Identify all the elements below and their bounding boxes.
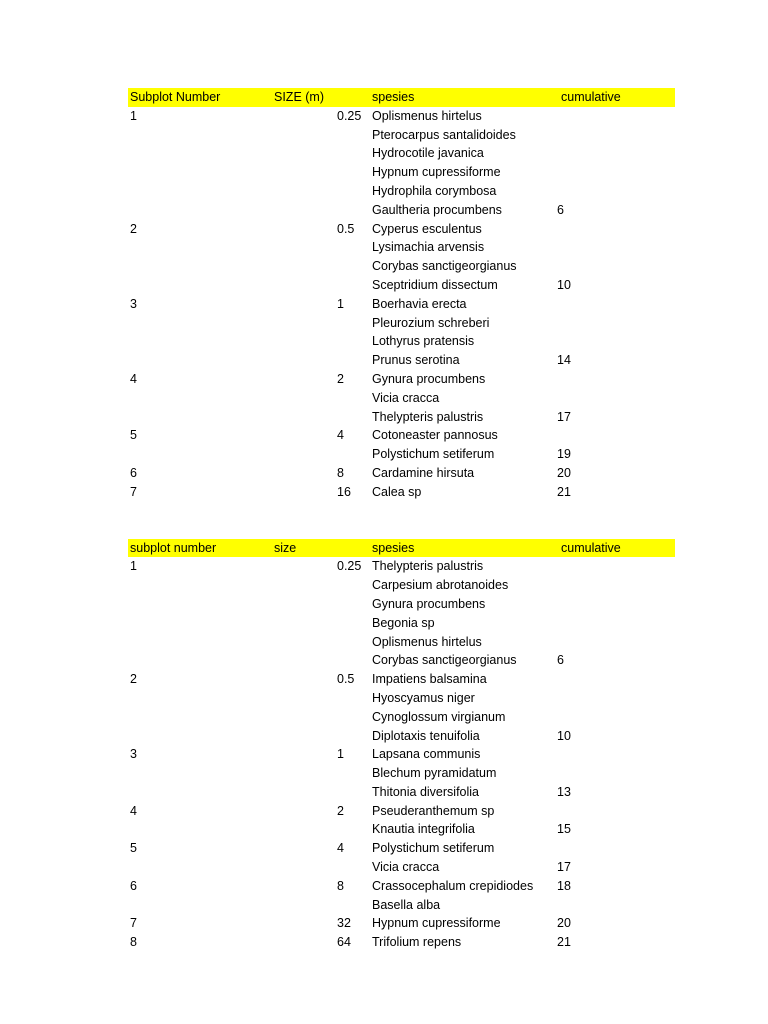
species-cell[interactable]: Hyoscyamus niger (372, 690, 475, 705)
empty-cell[interactable] (258, 370, 335, 389)
cumulative-cell[interactable] (555, 426, 675, 445)
cumulative-cell[interactable]: 21 (557, 935, 571, 950)
size-cell[interactable]: 16 (337, 484, 351, 499)
empty-cell[interactable] (258, 858, 335, 877)
subplot-number-cell[interactable]: 6 (130, 878, 137, 893)
cumulative-cell[interactable]: 21 (557, 484, 571, 499)
subplot-number-cell[interactable]: 7 (130, 484, 137, 499)
size-cell[interactable] (335, 595, 370, 614)
empty-cell[interactable] (258, 933, 335, 952)
subplot-number-cell[interactable]: 2 (130, 221, 137, 236)
species-cell[interactable]: Oplismenus hirtelus (372, 634, 482, 649)
empty-cell[interactable] (258, 182, 335, 201)
size-cell[interactable]: 2 (337, 371, 344, 386)
empty-cell[interactable] (258, 557, 335, 576)
species-cell[interactable]: Corybas sanctigeorgianus (372, 259, 517, 274)
cumulative-cell[interactable] (555, 182, 675, 201)
species-table-1 (128, 88, 675, 502)
size-cell[interactable] (335, 764, 370, 783)
subplot-number-cell[interactable]: 8 (130, 935, 137, 950)
size-cell[interactable] (335, 201, 370, 220)
table-row (128, 783, 675, 802)
table-row (128, 896, 675, 915)
species-cell[interactable]: Crassocephalum crepidiodes (372, 878, 534, 893)
cumulative-cell[interactable] (555, 708, 675, 727)
empty-cell[interactable] (258, 445, 335, 464)
cumulative-cell[interactable]: 20 (557, 465, 571, 480)
cumulative-cell[interactable] (555, 670, 675, 689)
size-cell[interactable]: 0.5 (337, 672, 355, 687)
subplot-number-cell[interactable] (128, 576, 258, 595)
species-cell[interactable]: Thelypteris palustris (372, 559, 484, 574)
size-cell[interactable] (335, 144, 370, 163)
table-row (128, 633, 675, 652)
table-row (128, 557, 675, 576)
table-row (128, 745, 675, 764)
empty-cell[interactable] (258, 107, 335, 126)
empty-cell[interactable] (258, 408, 335, 427)
table-row (128, 351, 675, 370)
cumulative-cell[interactable]: 6 (557, 202, 564, 217)
subplot-number-cell[interactable] (128, 633, 258, 652)
species-cell[interactable]: Carpesium abrotanoides (372, 578, 509, 593)
species-cell[interactable]: Pleurozium schreberi (372, 315, 490, 330)
cumulative-cell[interactable] (555, 802, 675, 821)
subplot-number-cell[interactable] (128, 182, 258, 201)
subplot-number-cell[interactable] (128, 651, 258, 670)
species-cell[interactable]: Cynoglossum virgianum (372, 709, 506, 724)
table-row (128, 764, 675, 783)
table-row (128, 483, 675, 502)
size-cell[interactable] (335, 408, 370, 427)
header-row (128, 88, 675, 107)
subplot-number-cell[interactable]: 4 (130, 803, 137, 818)
table-row (128, 651, 675, 670)
empty-cell[interactable] (258, 727, 335, 746)
subplot-number-cell[interactable] (128, 408, 258, 427)
table-row (128, 370, 675, 389)
table-row (128, 914, 675, 933)
cumulative-cell[interactable] (555, 257, 675, 276)
cumulative-cell[interactable] (555, 220, 675, 239)
empty-cell[interactable] (258, 745, 335, 764)
table-row (128, 314, 675, 333)
table-row (128, 295, 675, 314)
cumulative-cell[interactable] (555, 557, 675, 576)
table-row (128, 839, 675, 858)
empty-cell[interactable] (258, 483, 335, 502)
size-cell[interactable]: 4 (337, 841, 344, 856)
species-cell[interactable]: Impatiens balsamina (372, 672, 487, 687)
empty-cell[interactable] (258, 877, 335, 896)
size-cell[interactable] (335, 276, 370, 295)
species-cell[interactable]: Thelypteris palustris (372, 409, 484, 424)
size-cell[interactable] (335, 332, 370, 351)
table-row (128, 445, 675, 464)
cumulative-cell[interactable] (555, 764, 675, 783)
subplot-number-cell[interactable] (128, 896, 258, 915)
size-cell[interactable] (335, 633, 370, 652)
empty-cell[interactable] (258, 351, 335, 370)
size-cell[interactable]: 32 (337, 916, 351, 931)
empty-cell[interactable] (258, 426, 335, 445)
table-row (128, 163, 675, 182)
empty-cell[interactable] (258, 144, 335, 163)
cumulative-cell[interactable] (555, 896, 675, 915)
species-cell[interactable]: Blechum pyramidatum (372, 766, 497, 781)
empty-cell[interactable] (258, 220, 335, 239)
empty-cell[interactable] (258, 896, 335, 915)
subplot-number-cell[interactable] (128, 858, 258, 877)
empty-cell[interactable] (258, 576, 335, 595)
subplot-number-cell[interactable]: 4 (130, 371, 137, 386)
species-cell[interactable]: Gynura procumbens (372, 596, 486, 611)
cumulative-cell[interactable] (555, 295, 675, 314)
cumulative-cell[interactable]: 15 (557, 822, 571, 837)
species-cell[interactable]: Cyperus esculentus (372, 221, 482, 236)
size-cell[interactable] (335, 614, 370, 633)
size-cell[interactable] (335, 238, 370, 257)
header-row (128, 539, 675, 558)
size-cell[interactable]: 0.5 (337, 221, 355, 236)
subplot-number-cell[interactable] (128, 820, 258, 839)
empty-cell[interactable] (258, 764, 335, 783)
size-cell[interactable]: 2 (337, 803, 344, 818)
cumulative-cell[interactable] (555, 314, 675, 333)
cumulative-cell[interactable] (555, 689, 675, 708)
size-cell[interactable] (335, 896, 370, 915)
species-cell[interactable]: Hydrophila corymbosa (372, 183, 497, 198)
species-cell[interactable]: Gaultheria procumbens (372, 202, 502, 217)
empty-cell[interactable] (258, 276, 335, 295)
size-cell[interactable]: 0.25 (337, 108, 362, 123)
subplot-number-cell[interactable] (128, 445, 258, 464)
empty-cell[interactable] (258, 614, 335, 633)
size-cell[interactable] (335, 314, 370, 333)
empty-cell[interactable] (258, 126, 335, 145)
subplot-number-cell[interactable] (128, 783, 258, 802)
species-cell[interactable]: Polystichum setiferum (372, 841, 495, 856)
size-cell[interactable] (335, 163, 370, 182)
table-row (128, 877, 675, 896)
header-size[interactable]: size (258, 539, 335, 558)
subplot-number-cell[interactable] (128, 144, 258, 163)
species-cell[interactable]: Sceptridium dissectum (372, 277, 498, 292)
species-cell[interactable]: Calea sp (372, 484, 422, 499)
species-table-2 (128, 539, 675, 953)
species-cell[interactable]: Polystichum setiferum (372, 447, 495, 462)
table-row (128, 858, 675, 877)
table-row (128, 727, 675, 746)
subplot-number-cell[interactable]: 5 (130, 428, 137, 443)
size-cell[interactable] (335, 389, 370, 408)
table-row (128, 595, 675, 614)
subplot-number-cell[interactable] (128, 201, 258, 220)
empty-cell[interactable] (258, 464, 335, 483)
species-cell[interactable]: Boerhavia erecta (372, 296, 467, 311)
cumulative-cell[interactable]: 19 (557, 447, 571, 462)
table-row (128, 201, 675, 220)
size-cell[interactable]: 1 (337, 747, 344, 762)
species-cell[interactable]: Lysimachia arvensis (372, 240, 485, 255)
table-row (128, 802, 675, 821)
species-cell[interactable]: Basella alba (372, 897, 441, 912)
table-row (128, 708, 675, 727)
header-species[interactable]: spesies (370, 539, 555, 558)
empty-cell[interactable] (258, 163, 335, 182)
table-row (128, 332, 675, 351)
cumulative-cell[interactable] (555, 332, 675, 351)
size-cell[interactable] (335, 783, 370, 802)
cumulative-cell[interactable] (555, 144, 675, 163)
size-cell[interactable] (335, 351, 370, 370)
cumulative-cell[interactable] (555, 238, 675, 257)
subplot-number-cell[interactable] (128, 595, 258, 614)
subplot-number-cell[interactable]: 3 (130, 747, 137, 762)
species-cell[interactable]: Lothyrus pratensis (372, 334, 475, 349)
cumulative-cell[interactable] (555, 163, 675, 182)
table-row (128, 276, 675, 295)
table-row (128, 576, 675, 595)
subplot-number-cell[interactable] (128, 764, 258, 783)
subplot-number-cell[interactable]: 7 (130, 916, 137, 931)
size-cell[interactable] (335, 708, 370, 727)
size-cell[interactable] (335, 257, 370, 276)
subplot-number-cell[interactable] (128, 276, 258, 295)
size-cell[interactable] (335, 858, 370, 877)
size-cell[interactable] (335, 689, 370, 708)
size-cell[interactable]: 1 (337, 296, 344, 311)
cumulative-cell[interactable] (555, 595, 675, 614)
table-row (128, 182, 675, 201)
header-cumulative[interactable]: cumulative (555, 539, 675, 558)
table-row (128, 933, 675, 952)
subplot-number-cell[interactable]: 1 (130, 559, 137, 574)
empty-cell[interactable] (258, 651, 335, 670)
size-cell[interactable] (335, 651, 370, 670)
size-cell[interactable] (335, 727, 370, 746)
table-row (128, 238, 675, 257)
species-cell[interactable]: Vicia cracca (372, 390, 440, 405)
size-cell[interactable] (335, 820, 370, 839)
header-subplot-number[interactable]: subplot number (128, 539, 258, 558)
cumulative-cell[interactable] (555, 633, 675, 652)
empty-cell[interactable] (258, 314, 335, 333)
subplot-number-cell[interactable] (128, 163, 258, 182)
table-row (128, 389, 675, 408)
empty-cell[interactable] (258, 820, 335, 839)
cumulative-cell[interactable] (555, 370, 675, 389)
size-cell[interactable]: 0.25 (337, 559, 362, 574)
table-row (128, 670, 675, 689)
header-subplot-number[interactable]: Subplot Number (128, 88, 258, 107)
empty-cell[interactable] (258, 332, 335, 351)
cumulative-cell[interactable]: 18 (557, 878, 571, 893)
size-cell[interactable] (335, 576, 370, 595)
size-cell[interactable]: 8 (337, 465, 344, 480)
table-row (128, 689, 675, 708)
header-cumulative[interactable]: cumulative (555, 88, 675, 107)
subplot-number-cell[interactable] (128, 314, 258, 333)
subplot-number-cell[interactable] (128, 708, 258, 727)
species-cell[interactable]: Cotoneaster pannosus (372, 428, 498, 443)
empty-cell[interactable] (258, 802, 335, 821)
size-cell[interactable]: 8 (337, 878, 344, 893)
species-cell[interactable]: Hypnum cupressiforme (372, 165, 501, 180)
empty-cell[interactable] (258, 595, 335, 614)
empty-cell[interactable] (258, 257, 335, 276)
subplot-number-cell[interactable]: 3 (130, 296, 137, 311)
table-row (128, 614, 675, 633)
cumulative-cell[interactable]: 17 (557, 409, 571, 424)
cumulative-cell[interactable] (555, 839, 675, 858)
subplot-number-cell[interactable] (128, 238, 258, 257)
cumulative-cell[interactable]: 17 (557, 860, 571, 875)
header-size[interactable]: SIZE (m) (258, 88, 335, 107)
empty-cell[interactable] (258, 670, 335, 689)
subplot-number-cell[interactable]: 5 (130, 841, 137, 856)
cumulative-cell[interactable] (555, 107, 675, 126)
cumulative-cell[interactable] (555, 576, 675, 595)
empty-cell[interactable] (258, 389, 335, 408)
empty-cell[interactable] (258, 914, 335, 933)
table-spacer (128, 502, 675, 539)
spreadsheet-sheet (128, 88, 675, 952)
header-blank[interactable] (335, 88, 370, 107)
table-row (128, 820, 675, 839)
species-cell[interactable]: Gynura procumbens (372, 371, 486, 386)
table-row (128, 426, 675, 445)
size-cell[interactable] (335, 126, 370, 145)
species-cell[interactable]: Hydrocotile javanica (372, 146, 484, 161)
species-cell[interactable]: Knautia integrifolia (372, 822, 475, 837)
size-cell[interactable] (335, 445, 370, 464)
size-cell[interactable]: 4 (337, 428, 344, 443)
empty-cell[interactable] (258, 708, 335, 727)
subplot-number-cell[interactable] (128, 351, 258, 370)
empty-cell[interactable] (258, 783, 335, 802)
table-row (128, 107, 675, 126)
empty-cell[interactable] (258, 633, 335, 652)
species-cell[interactable]: Vicia cracca (372, 860, 440, 875)
species-cell[interactable]: Lapsana communis (372, 747, 481, 762)
cumulative-cell[interactable] (555, 745, 675, 764)
table-row (128, 126, 675, 145)
species-cell[interactable]: Thitonia diversifolia (372, 784, 479, 799)
subplot-number-cell[interactable] (128, 614, 258, 633)
table-row (128, 220, 675, 239)
species-cell[interactable]: Hypnum cupressiforme (372, 916, 501, 931)
cumulative-cell[interactable]: 14 (557, 353, 571, 368)
species-cell[interactable]: Begonia sp (372, 615, 435, 630)
header-species[interactable]: spesies (370, 88, 555, 107)
empty-cell[interactable] (258, 238, 335, 257)
cumulative-cell[interactable] (555, 614, 675, 633)
table-row (128, 144, 675, 163)
cumulative-cell[interactable]: 13 (557, 784, 571, 799)
table-row (128, 464, 675, 483)
species-cell[interactable]: Pseuderanthemum sp (372, 803, 495, 818)
size-cell[interactable] (335, 182, 370, 201)
empty-cell[interactable] (258, 201, 335, 220)
species-cell[interactable]: Prunus serotina (372, 353, 460, 368)
subplot-number-cell[interactable]: 1 (130, 108, 137, 123)
subplot-number-cell[interactable]: 2 (130, 672, 137, 687)
empty-cell[interactable] (258, 689, 335, 708)
empty-cell[interactable] (258, 295, 335, 314)
size-cell[interactable]: 64 (337, 935, 351, 950)
subplot-number-cell[interactable] (128, 689, 258, 708)
subplot-number-cell[interactable] (128, 389, 258, 408)
species-cell[interactable]: Pterocarpus santalidoides (372, 127, 516, 142)
species-cell[interactable]: Diplotaxis tenuifolia (372, 728, 480, 743)
header-blank[interactable] (335, 539, 370, 558)
species-cell[interactable]: Trifolium repens (372, 935, 462, 950)
subplot-number-cell[interactable] (128, 126, 258, 145)
subplot-number-cell[interactable] (128, 727, 258, 746)
species-cell[interactable]: Corybas sanctigeorgianus (372, 653, 517, 668)
species-cell[interactable]: Cardamine hirsuta (372, 465, 475, 480)
cumulative-cell[interactable]: 10 (557, 728, 571, 743)
species-cell[interactable]: Oplismenus hirtelus (372, 108, 482, 123)
table-row (128, 257, 675, 276)
cumulative-cell[interactable]: 6 (557, 653, 564, 668)
empty-cell[interactable] (258, 839, 335, 858)
subplot-number-cell[interactable] (128, 332, 258, 351)
subplot-number-cell[interactable] (128, 257, 258, 276)
cumulative-cell[interactable]: 10 (557, 277, 571, 292)
subplot-number-cell[interactable]: 6 (130, 465, 137, 480)
cumulative-cell[interactable] (555, 389, 675, 408)
cumulative-cell[interactable] (555, 126, 675, 145)
table-row (128, 408, 675, 427)
cumulative-cell[interactable]: 20 (557, 916, 571, 931)
